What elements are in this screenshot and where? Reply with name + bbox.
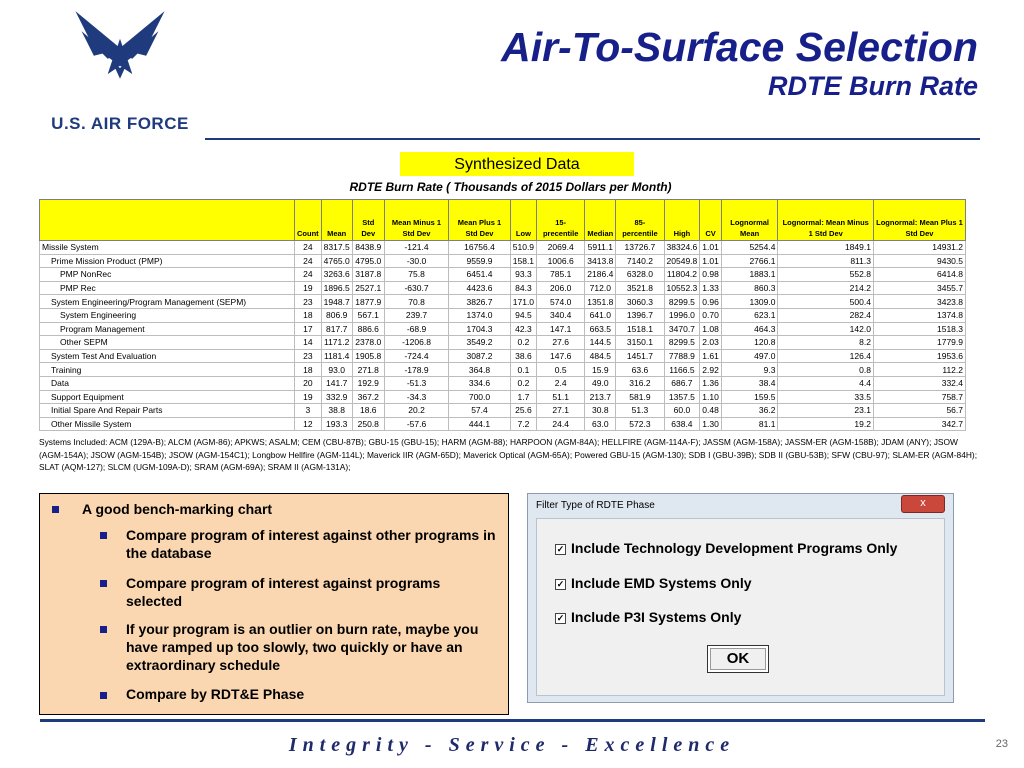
table-cell: 49.0: [585, 376, 616, 390]
table-cell: 316.2: [616, 376, 664, 390]
table-cell: 70.8: [384, 295, 448, 309]
bullet-main: A good bench-marking chart: [82, 501, 273, 517]
table-cell: 817.7: [321, 322, 352, 336]
bottom-divider: [40, 719, 985, 722]
row-label: PMP NonRec: [40, 268, 295, 282]
table-cell: 10552.3: [664, 281, 700, 295]
table-header-row: [40, 200, 966, 241]
table-cell: 94.5: [510, 308, 536, 322]
close-icon: x: [920, 497, 926, 509]
table-cell: -178.9: [384, 363, 448, 377]
table-cell: 2069.4: [537, 241, 585, 255]
bullet-square-icon: [100, 580, 107, 587]
checkbox-label: Include P3I Systems Only: [571, 609, 742, 625]
air-force-wings-icon: [40, 8, 200, 108]
table-cell: 192.9: [352, 376, 384, 390]
table-cell: 1166.5: [664, 363, 700, 377]
checkbox-technology-development[interactable]: [555, 540, 897, 556]
table-cell: 0.8: [778, 363, 874, 377]
table-cell: 8317.5: [321, 241, 352, 255]
table-cell: 271.8: [352, 363, 384, 377]
table-cell: 3423.8: [873, 295, 965, 309]
table-header-cell: High: [664, 200, 700, 241]
table-cell: 0.5: [537, 363, 585, 377]
table-cell: 51.3: [616, 404, 664, 418]
table-cell: 20.2: [384, 404, 448, 418]
table-cell: 4423.6: [449, 281, 511, 295]
table-cell: 1451.7: [616, 349, 664, 363]
table-cell: 17: [295, 322, 322, 336]
table-header-cell: Std Dev: [352, 200, 384, 241]
table-cell: 0.48: [700, 404, 722, 418]
table-cell: 9.3: [721, 363, 778, 377]
table-cell: -724.4: [384, 349, 448, 363]
table-row: [40, 417, 966, 431]
table-cell: 282.4: [778, 308, 874, 322]
page-number: 23: [995, 738, 1008, 750]
table-cell: 8299.5: [664, 336, 700, 350]
table-cell: 9430.5: [873, 254, 965, 268]
bullet-square-icon: [100, 692, 107, 699]
table-cell: 641.0: [585, 308, 616, 322]
table-cell: 712.0: [585, 281, 616, 295]
table-cell: 364.8: [449, 363, 511, 377]
logo-text: U.S. AIR FORCE: [51, 114, 189, 133]
table-cell: 1374.8: [873, 308, 965, 322]
table-cell: 3455.7: [873, 281, 965, 295]
table-cell: 2.92: [700, 363, 722, 377]
table-cell: 144.5: [585, 336, 616, 350]
table-cell: 14931.2: [873, 241, 965, 255]
table-cell: -57.6: [384, 417, 448, 431]
title-main: Air-To-Surface Selection: [501, 24, 978, 70]
table-row: [40, 281, 966, 295]
table-header-cell: Median: [585, 200, 616, 241]
table-cell: 60.0: [664, 404, 700, 418]
table-cell: 0.2: [510, 336, 536, 350]
table-cell: 14: [295, 336, 322, 350]
table-cell: 18.6: [352, 404, 384, 418]
table-cell: 193.3: [321, 417, 352, 431]
table-cell: 112.2: [873, 363, 965, 377]
table-cell: 758.7: [873, 390, 965, 404]
table-cell: 171.0: [510, 295, 536, 309]
ok-button[interactable]: OK: [707, 645, 769, 673]
table-cell: 81.1: [721, 417, 778, 431]
row-label: System Test And Evaluation: [40, 349, 295, 363]
table-cell: 51.1: [537, 390, 585, 404]
table-cell: 147.6: [537, 349, 585, 363]
table-cell: 444.1: [449, 417, 511, 431]
table-cell: 36.2: [721, 404, 778, 418]
table-cell: 11804.2: [664, 268, 700, 282]
bullet-item: If your program is an outlier on burn rate, maybe you have ramped up too slowly, two quickly or have an extraordinary schedule: [126, 621, 479, 673]
bullet-square-icon: [100, 626, 107, 633]
table-cell: 1357.5: [664, 390, 700, 404]
table-cell: 1896.5: [321, 281, 352, 295]
table-cell: 0.70: [700, 308, 722, 322]
checkbox-checked-icon[interactable]: ✓: [556, 544, 565, 554]
table-cell: 1.33: [700, 281, 722, 295]
table-cell: 27.1: [537, 404, 585, 418]
table-row: [40, 336, 966, 350]
benchmark-notes-box: [39, 493, 509, 715]
row-label: System Engineering/Program Management (SEPM): [40, 295, 295, 309]
table-cell: 1883.1: [721, 268, 778, 282]
table-cell: 500.4: [778, 295, 874, 309]
table-cell: 700.0: [449, 390, 511, 404]
table-cell: 38.4: [721, 376, 778, 390]
table-cell: 1181.4: [321, 349, 352, 363]
close-button[interactable]: [901, 495, 945, 513]
table-cell: 12: [295, 417, 322, 431]
table-cell: 1948.7: [321, 295, 352, 309]
row-label: System Engineering: [40, 308, 295, 322]
row-label: Program Management: [40, 322, 295, 336]
table-cell: 9559.9: [449, 254, 511, 268]
table-cell: 367.2: [352, 390, 384, 404]
table-row: [40, 404, 966, 418]
table-cell: 24.4: [537, 417, 585, 431]
table-cell: 8.2: [778, 336, 874, 350]
bullet-square-icon: [100, 532, 107, 539]
row-label: Other Missile System: [40, 417, 295, 431]
table-cell: 574.0: [537, 295, 585, 309]
row-label: Support Equipment: [40, 390, 295, 404]
table-header-cell: Count: [295, 200, 322, 241]
table-header-cell: 85- percentile: [616, 200, 664, 241]
table-cell: 1518.3: [873, 322, 965, 336]
table-cell: 30.8: [585, 404, 616, 418]
table-cell: 1396.7: [616, 308, 664, 322]
table-header-cell: Lognormal: Mean Minus 1 Std Dev: [778, 200, 874, 241]
table-cell: 33.5: [778, 390, 874, 404]
table-cell: 20549.8: [664, 254, 700, 268]
table-cell: 4795.0: [352, 254, 384, 268]
table-cell: 1.01: [700, 254, 722, 268]
checkbox-emd-systems[interactable]: [555, 575, 752, 591]
row-label: Other SEPM: [40, 336, 295, 350]
table-cell: 120.8: [721, 336, 778, 350]
table-cell: 24: [295, 241, 322, 255]
row-label: Initial Spare And Repair Parts: [40, 404, 295, 418]
table-cell: 6451.4: [449, 268, 511, 282]
table-cell: 4.4: [778, 376, 874, 390]
table-cell: 1905.8: [352, 349, 384, 363]
table-cell: 1.30: [700, 417, 722, 431]
dialog-title: Filter Type of RDTE Phase: [536, 500, 655, 511]
filter-dialog: [527, 493, 954, 703]
table-cell: 38324.6: [664, 241, 700, 255]
table-cell: 1877.9: [352, 295, 384, 309]
table-cell: 0.2: [510, 376, 536, 390]
top-divider: [205, 138, 980, 140]
table-cell: 158.1: [510, 254, 536, 268]
table-cell: 13726.7: [616, 241, 664, 255]
table-cell: 24: [295, 254, 322, 268]
checkbox-checked-icon[interactable]: ✓: [556, 613, 565, 623]
table-cell: 1779.9: [873, 336, 965, 350]
checkbox-label: Include EMD Systems Only: [571, 575, 752, 591]
dialog-body: [536, 518, 945, 696]
table-cell: 16756.4: [449, 241, 511, 255]
table-cell: 2.03: [700, 336, 722, 350]
table-cell: 25.6: [510, 404, 536, 418]
bullet-item: Compare by RDT&E Phase: [126, 686, 305, 702]
table-cell: 886.6: [352, 322, 384, 336]
table-cell: 23: [295, 295, 322, 309]
table-cell: 3521.8: [616, 281, 664, 295]
table-cell: 38.6: [510, 349, 536, 363]
table-cell: 18: [295, 308, 322, 322]
table-cell: 19: [295, 390, 322, 404]
bullet-item: Compare program of interest against other programs in the database: [126, 527, 496, 561]
footer-motto: Integrity - Service - Excellence: [288, 734, 736, 756]
table-row: [40, 254, 966, 268]
table-cell: 93.3: [510, 268, 536, 282]
table-cell: 3: [295, 404, 322, 418]
table-cell: 1.36: [700, 376, 722, 390]
table-cell: 147.1: [537, 322, 585, 336]
table-cell: 4765.0: [321, 254, 352, 268]
burn-rate-table: [39, 199, 966, 431]
table-cell: 38.8: [321, 404, 352, 418]
table-cell: 581.9: [616, 390, 664, 404]
table-cell: 159.5: [721, 390, 778, 404]
table-cell: 572.3: [616, 417, 664, 431]
table-header-cell: CV: [700, 200, 722, 241]
title-sub: RDTE Burn Rate: [767, 71, 978, 101]
table-cell: 1.01: [700, 241, 722, 255]
table-cell: 484.5: [585, 349, 616, 363]
table-cell: 1996.0: [664, 308, 700, 322]
table-cell: 686.7: [664, 376, 700, 390]
table-cell: 638.4: [664, 417, 700, 431]
table-cell: 19.2: [778, 417, 874, 431]
table-cell: 6414.8: [873, 268, 965, 282]
table-cell: 24: [295, 268, 322, 282]
table-cell: 3187.8: [352, 268, 384, 282]
table-cell: 806.9: [321, 308, 352, 322]
table-cell: 2527.1: [352, 281, 384, 295]
table-cell: 8299.5: [664, 295, 700, 309]
table-cell: -34.3: [384, 390, 448, 404]
table-cell: -121.4: [384, 241, 448, 255]
table-header-cell: Mean Minus 1 Std Dev: [384, 200, 448, 241]
slide-title: [501, 24, 978, 102]
table-cell: 84.3: [510, 281, 536, 295]
table-cell: 5254.4: [721, 241, 778, 255]
table-cell: 2186.4: [585, 268, 616, 282]
table-cell: -51.3: [384, 376, 448, 390]
table-header-cell: Lognormal Mean: [721, 200, 778, 241]
table-cell: 23.1: [778, 404, 874, 418]
table-cell: 3150.1: [616, 336, 664, 350]
checkbox-p3i-systems[interactable]: [555, 609, 741, 625]
table-cell: 63.6: [616, 363, 664, 377]
table-cell: 3549.2: [449, 336, 511, 350]
table-header-cell: [40, 200, 295, 241]
table-cell: 567.1: [352, 308, 384, 322]
table-cell: 342.7: [873, 417, 965, 431]
table-cell: 3060.3: [616, 295, 664, 309]
table-cell: 2766.1: [721, 254, 778, 268]
table-cell: 785.1: [537, 268, 585, 282]
table-cell: 27.6: [537, 336, 585, 350]
table-cell: 250.8: [352, 417, 384, 431]
table-cell: 75.8: [384, 268, 448, 282]
checkbox-checked-icon[interactable]: ✓: [556, 579, 565, 589]
table-cell: 0.98: [700, 268, 722, 282]
table-title: RDTE Burn Rate ( Thousands of 2015 Dollars per Month): [349, 180, 672, 194]
table-cell: 5911.1: [585, 241, 616, 255]
table-cell: 860.3: [721, 281, 778, 295]
table-cell: 63.0: [585, 417, 616, 431]
table-cell: 20: [295, 376, 322, 390]
table-cell: 1953.6: [873, 349, 965, 363]
table-cell: 7.2: [510, 417, 536, 431]
table-cell: 214.2: [778, 281, 874, 295]
table-cell: 142.0: [778, 322, 874, 336]
table-cell: 0.96: [700, 295, 722, 309]
table-cell: 2378.0: [352, 336, 384, 350]
table-header-cell: Mean Plus 1 Std Dev: [449, 200, 511, 241]
table-cell: 1351.8: [585, 295, 616, 309]
table-cell: -68.9: [384, 322, 448, 336]
table-cell: 1.10: [700, 390, 722, 404]
table-cell: 19: [295, 281, 322, 295]
table-cell: 18: [295, 363, 322, 377]
table-cell: 497.0: [721, 349, 778, 363]
table-cell: 56.7: [873, 404, 965, 418]
table-cell: 1.61: [700, 349, 722, 363]
table-cell: 1.08: [700, 322, 722, 336]
row-label: PMP Rec: [40, 281, 295, 295]
table-cell: 3470.7: [664, 322, 700, 336]
table-cell: 332.4: [873, 376, 965, 390]
table-cell: 3087.2: [449, 349, 511, 363]
table-body: [40, 241, 966, 431]
table-cell: 6328.0: [616, 268, 664, 282]
row-label: Missile System: [40, 241, 295, 255]
table-row: [40, 308, 966, 322]
table-header-cell: Mean: [321, 200, 352, 241]
table-cell: 1704.3: [449, 322, 511, 336]
table-cell: 552.8: [778, 268, 874, 282]
table-cell: 340.4: [537, 308, 585, 322]
table-cell: 0.1: [510, 363, 536, 377]
table-cell: 126.4: [778, 349, 874, 363]
table-cell: -630.7: [384, 281, 448, 295]
table-cell: 93.0: [321, 363, 352, 377]
table-header-cell: Lognormal: Mean Plus 1 Std Dev: [873, 200, 965, 241]
table-cell: 239.7: [384, 308, 448, 322]
row-label: Prime Mission Product (PMP): [40, 254, 295, 268]
table-row: [40, 322, 966, 336]
table-cell: 3263.6: [321, 268, 352, 282]
table-cell: 464.3: [721, 322, 778, 336]
row-label: Data: [40, 376, 295, 390]
table-cell: 1006.6: [537, 254, 585, 268]
checkbox-label: Include Technology Development Programs Only: [571, 540, 898, 556]
table-cell: 1518.1: [616, 322, 664, 336]
table-cell: 663.5: [585, 322, 616, 336]
table-row: [40, 363, 966, 377]
table-cell: 206.0: [537, 281, 585, 295]
table-row: [40, 268, 966, 282]
table-cell: 811.3: [778, 254, 874, 268]
table-cell: 1309.0: [721, 295, 778, 309]
table-cell: 7788.9: [664, 349, 700, 363]
table-cell: 7140.2: [616, 254, 664, 268]
table-cell: -1206.8: [384, 336, 448, 350]
table-row: [40, 241, 966, 255]
table-cell: 332.9: [321, 390, 352, 404]
table-header-cell: Low: [510, 200, 536, 241]
table-cell: 2.4: [537, 376, 585, 390]
bullet-item: Compare program of interest against programs selected: [126, 575, 441, 609]
table-cell: 3826.7: [449, 295, 511, 309]
table-cell: 15.9: [585, 363, 616, 377]
table-header-cell: 15- precentile: [537, 200, 585, 241]
table-cell: 3413.8: [585, 254, 616, 268]
table-cell: 1.7: [510, 390, 536, 404]
table-cell: 141.7: [321, 376, 352, 390]
table-row: [40, 295, 966, 309]
table-row: [40, 376, 966, 390]
table-row: [40, 349, 966, 363]
row-label: Training: [40, 363, 295, 377]
table-cell: 1171.2: [321, 336, 352, 350]
table-cell: -30.0: [384, 254, 448, 268]
table-cell: 8438.9: [352, 241, 384, 255]
table-cell: 23: [295, 349, 322, 363]
table-cell: 213.7: [585, 390, 616, 404]
table-cell: 1374.0: [449, 308, 511, 322]
table-cell: 510.9: [510, 241, 536, 255]
table-cell: 1849.1: [778, 241, 874, 255]
synthesized-data-label: Synthesized Data: [400, 152, 634, 176]
systems-included-note: Systems Included: ACM (129A-B); ALCM (AGM-86); APKWS; ASALM; CEM (CBU-87B); GBU-15 (GBU-15); HARM (AGM-88); HARPOON (AGM-84A); HELLFIRE (AGM-114A-F); JASSM (AGM-158A); JASSM-ER (AGM-158B); JDAM (ANY); JSOW (AGM-154A); JSOW (AGM-154B); JSOW (AGM-154C1); Longbow Hellfire (AGM-114L); Maverick IIR (AGM-65D); Maverick Optical (AGM-65A); Powered GBU-15 (AGM-130); SDB I (GBU-39B); SDB II (GBU-53B); SFW (CBU-97); SLAM-ER (AGM-84H); SLAT (AQM-127); SLCM (UGM-109A-D); SRAM (AGM-69A); SRAM II (AGM-131A);: [39, 437, 978, 472]
table-cell: 42.3: [510, 322, 536, 336]
table-cell: 334.6: [449, 376, 511, 390]
table-row: [40, 390, 966, 404]
bullet-square-icon: [52, 506, 59, 513]
table-cell: 623.1: [721, 308, 778, 322]
table-cell: 57.4: [449, 404, 511, 418]
